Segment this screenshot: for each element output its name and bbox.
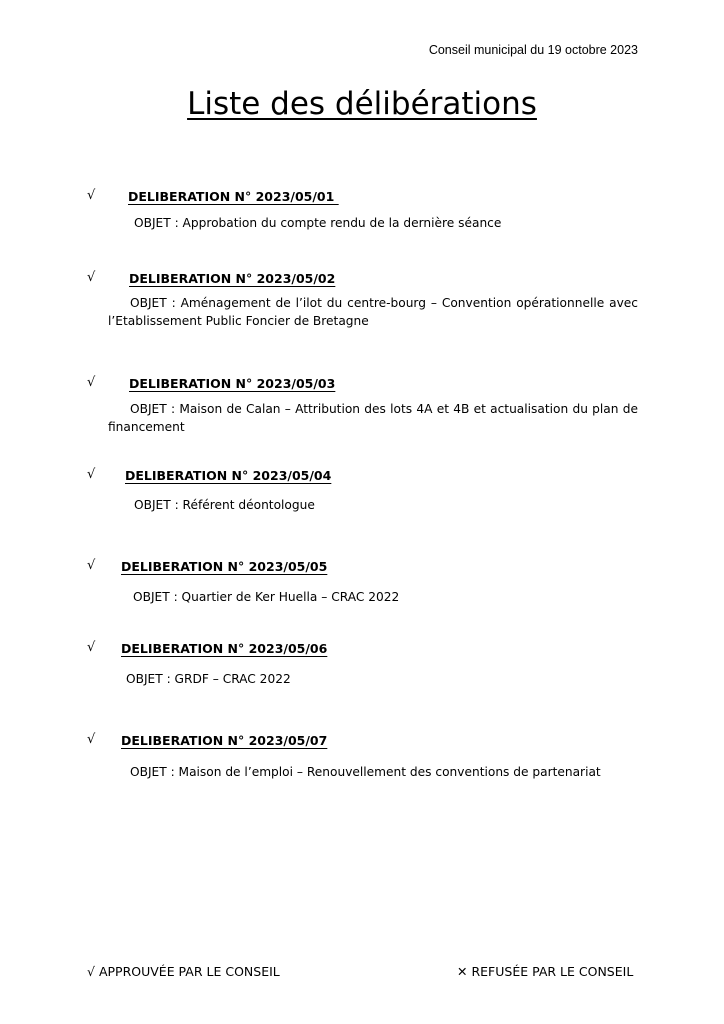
deliberation-title: DELIBERATION N° 2023/05/04	[125, 468, 332, 483]
deliberation-title: DELIBERATION N° 2023/05/03	[129, 376, 336, 391]
legend-refused	[457, 964, 633, 979]
deliberation-title: DELIBERATION N° 2023/05/06	[121, 641, 328, 656]
deliberation-objet: OBJET : GRDF – CRAC 2022	[126, 672, 291, 686]
deliberation-objet: OBJET : Maison de Calan – Attribution des lots 4A et 4B et actualisation du plan de financement	[108, 402, 638, 434]
deliberation-title: DELIBERATION N° 2023/05/01	[128, 189, 339, 204]
check-mark-icon: √	[87, 270, 96, 285]
deliberation-objet: OBJET : Maison de l’emploi – Renouvellement des conventions de partenariat	[130, 765, 601, 779]
meeting-date: Conseil municipal du 19 octobre 2023	[428, 43, 638, 57]
deliberation-title: DELIBERATION N° 2023/05/02	[129, 271, 336, 286]
legend-approved: √ APPROUVÉE PAR LE CONSEIL	[87, 964, 280, 979]
check-mark-icon: √	[87, 188, 96, 203]
check-mark-icon: √	[87, 375, 96, 390]
deliberation-objet: OBJET : Référent déontologue	[134, 498, 315, 512]
check-mark-icon: √	[87, 732, 96, 747]
deliberation-objet: OBJET : Quartier de Ker Huella – CRAC 2022	[133, 590, 400, 604]
deliberation-objet: OBJET : Aménagement de l’ilot du centre-bourg – Convention opérationnelle avec l’Etablissement Public Foncier de Bretagne	[108, 296, 638, 328]
check-mark-icon: √	[87, 467, 96, 482]
deliberation-objet: OBJET : Approbation du compte rendu de la dernière séance	[134, 216, 502, 230]
check-mark-icon: √	[87, 558, 96, 573]
cross-icon: ✕	[457, 964, 468, 979]
legend-refused-label: REFUSÉE PAR LE CONSEIL	[471, 964, 634, 979]
page-title: Liste des délibérations	[187, 86, 537, 122]
deliberation-title: DELIBERATION N° 2023/05/07	[121, 733, 328, 748]
deliberation-title: DELIBERATION N° 2023/05/05	[121, 559, 328, 574]
check-mark-icon: √	[87, 640, 96, 655]
